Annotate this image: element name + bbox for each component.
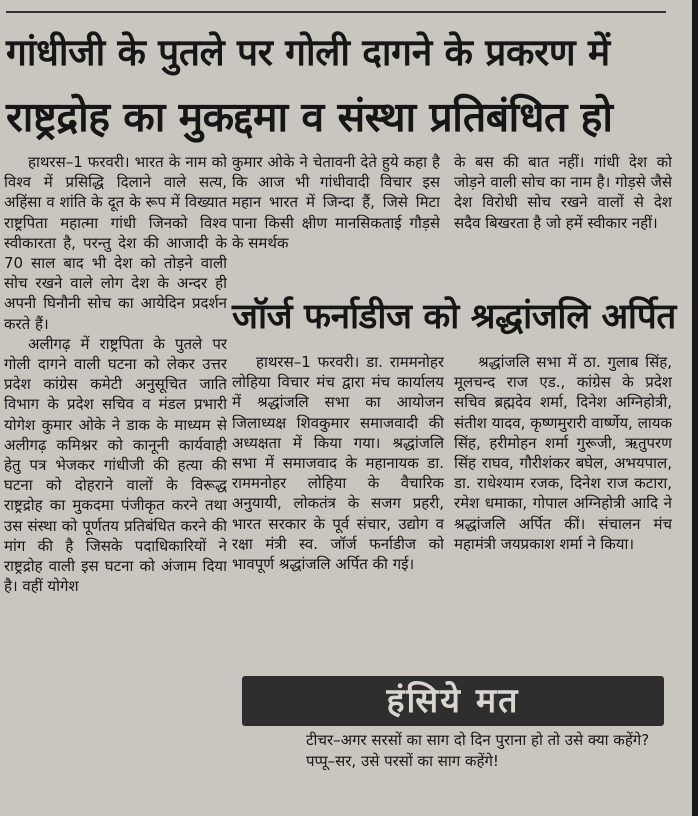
top-rule <box>6 11 666 13</box>
joke-title: हंसिये मत <box>386 681 520 721</box>
joke-question: टीचर–अगर सरसों का साग दो दिन पुराना हो तो उसे क्या कहेंगे? <box>306 731 650 749</box>
joke-box <box>232 674 672 816</box>
article-1-paragraph-1: हाथरस–1 फरवरी। भारत के नाम को विश्व में प्रसिद्धि दिलाने वाले सत्य, अहिंसा व शांति के दूत के रूप में विख्यात राष्ट्रपिता महात्मा गांधी जिनको विश्व स्वीकारता है, परन्तु देश की आजादी के 70 साल बाद भी देश को तोड़ने वाली सोच रखने वाले लोग देश के अन्दर ही अपनी घिनौनी सोच का आयेदिन प्रदर्शन करते हैं। <box>4 153 227 333</box>
article-1-column-3 <box>454 152 672 282</box>
article-1-paragraph-3: कुमार ओके ने चेतावनी देते हुये कहा है कि आज भी गांधीवादी विचार इस महान भारत में जिन्दा हैं, जिसे मिटा पाना किसी क्षीण मानसिकताई गौड़से के समर्थक <box>232 153 440 252</box>
headline-line-2: राष्ट्रद्रोह का मुकद्दमा व संस्था प्रतिबंधित हो <box>6 93 613 141</box>
joke-text <box>246 730 666 814</box>
article-2-headline: जॉर्ज फर्नाडीज को श्रद्धांजलि अर्पित <box>232 297 676 337</box>
page-edge <box>692 0 698 816</box>
headline-line-1: गांधीजी के पुतले पर गोली दागने के प्रकरण में <box>6 31 610 74</box>
article-1-paragraph-4: के बस की बात नहीं। गांधी देश को जोड़ने वाली सोच का नाम है। गोड़से जैसे देश विरोधी सोच रखने वालों से देश सदैव बिखरता है जो हमें स्वीकार नहीं। <box>454 153 672 232</box>
article-1-column-1 <box>4 152 227 812</box>
joke-banner <box>242 676 664 726</box>
article-1-paragraph-2: अलीगढ़ में राष्ट्रपिता के पुतले पर गोली दागने वाली घटना को लेकर उत्तर प्रदेश कांग्रेस कमेटी अनुसूचित जाति विभाग के प्रदेश सचिव व मंडल प्रभारी योगेश कुमार ओके ने डाक के माध्यम से अलीगढ़ कमिश्नर को कानूनी कार्यवाही हेतु पत्र भेजकर गांधीजी की हत्या की घटना को दोहराने वालों के विरूद्ध राष्ट्रद्रोह का मुकदमा पंजीकृत करने तथा उस संस्था को पूर्णतय प्रतिबंधित करने की मांग की है जिसके पदाधिकारियों ने राष्ट्रद्रोह वाली इस घटना को अंजाम दिया है। वहीं योगेश <box>4 334 227 596</box>
joke-answer: पप्पू–सर, उसे परसों का साग कहेंगे! <box>306 752 499 770</box>
article-1-column-2 <box>232 152 440 282</box>
article-2-paragraph-2: श्रद्धांजलि सभा में ठा. गुलाब सिंह, मूलचन्द राज एड., कांग्रेस के प्रदेश सचिव ब्रह्मदेव शर्मा, दिनेश अग्निहोत्री, संतीश यादव, कृष्णमुरारी वार्ष्णेय, लायक सिंह, हरीमोहन शर्मा गुरूजी, ऋतुपरण सिंह राघव, गौरीशंकर बघेल, अभयपाल, डा. राधेश्याम रजक, दिनेश राज कटारा, रमेश धमाका, गोपाल अग्निहोत्री आदि ने श्रद्धांजलि अर्पित कीं। संचालन मंच महामंत्री जयप्रकाश शर्मा ने किया। <box>454 353 672 553</box>
article-2-column-1 <box>232 352 444 668</box>
article-2-paragraph-1: हाथरस–1 फरवरी। डा. राममनोहर लोहिया विचार मंच द्वारा मंच कार्यालय में श्रद्धांजलि सभा का आयोजन जिलाध्यक्ष शिवकुमार समाजवादी की अध्यक्षता में किया गया। श्रद्धांजलि सभा में समाजवाद के महानायक डा. राममनोहर लोहिया के वैचारिक अनुयायी, लोकतंत्र के सजग प्रहरी, भारत सरकार के पूर्व संचार, उद्योग व रक्षा मंत्री स्व. जॉर्ज फर्नाडीज को भावपूर्ण श्रद्धांजलि अर्पित की गई। <box>232 353 444 574</box>
article-2-column-2 <box>454 352 672 668</box>
